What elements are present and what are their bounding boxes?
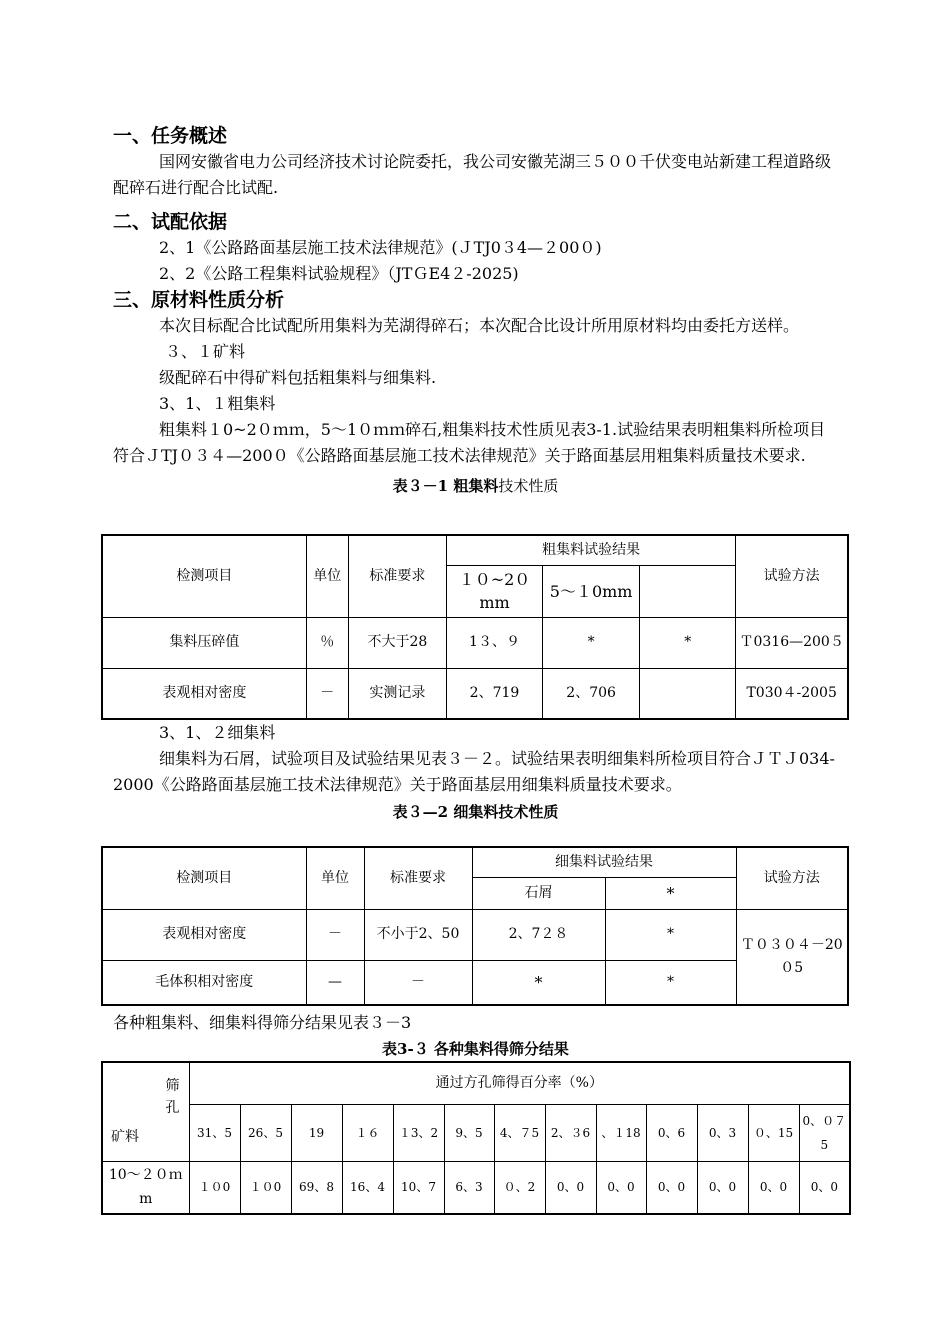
table-3-1	[101, 534, 849, 720]
t2-header-method: 试验方法	[736, 847, 848, 909]
section-3-paragraph-3: 粗集料１0~2０ｍｍ，5～1０ｍｍ碎石,粗集料技术性质见表3-1.试验结果表明粗集料所检项目符合ＪTJ０３４—200０《公路路面基层施工技术法律规范》关于路面基层用粗集料质量技术要求.	[113, 420, 826, 465]
section-1-heading: 一、任务概述	[113, 125, 228, 147]
t3-sieve-size: 9、5	[444, 1104, 494, 1161]
t3-corner	[103, 1063, 189, 1160]
t1-r2-std: 实测记录	[348, 668, 446, 719]
t3-r1-value: １０0	[189, 1161, 240, 1214]
t3-r1-value: ０、2	[494, 1161, 545, 1214]
t3-r1-value: 16、4	[342, 1161, 393, 1214]
t1-r1-item: 集料压碎值	[102, 617, 306, 668]
t3-sieve-size: 26、5	[240, 1104, 291, 1161]
section-2-heading: 二、试配依据	[113, 211, 228, 233]
t1-header-result: 粗集料试验结果	[446, 535, 735, 565]
basis-item-1: 2、1《公路路面基层施工技术法律规范》(ＪTJ0３4—２00０)	[159, 238, 602, 257]
t2-header-unit: 单位	[306, 847, 364, 909]
t3-sieve-size: 、１18	[596, 1104, 646, 1161]
t3-r1-value: 0、0	[748, 1161, 799, 1214]
t3-r1-name: 10～２０ｍm	[102, 1161, 189, 1214]
t2-r2-item: 毛体积相对密度	[102, 960, 306, 1005]
table-1-caption-rest: 技术性质	[498, 477, 559, 495]
table-row	[102, 909, 848, 960]
t1-r2-v1: 2、719	[446, 668, 542, 719]
t1-header-method: 试验方法	[736, 535, 848, 617]
t3-header-pass: 通过方孔筛得百分率（%）	[189, 1062, 850, 1104]
t3-sieve-size: ０、15	[748, 1104, 799, 1161]
t1-r1-method: Ｔ0316—200５	[736, 617, 848, 668]
t1-header-std: 标准要求	[348, 535, 446, 617]
t2-sub-2: *	[605, 877, 736, 909]
section-3-paragraph-4: 细集料为石屑，试验项目及试验结果见表３－２。试验结果表明细集料所检项目符合ＪＴＪ034-2000《公路路面基层施工技术法律规范》关于路面基层用细集料质量技术要求。	[113, 749, 835, 794]
sieve-text	[113, 1010, 838, 1060]
t1-r1-unit: ％	[306, 617, 348, 668]
t2-r2-v1: *	[472, 960, 605, 1005]
t2-r2-v2: *	[605, 960, 736, 1005]
table-1-caption	[113, 475, 838, 497]
t3-corner-bottom: 矿料	[111, 1129, 139, 1145]
table-row	[102, 617, 848, 668]
t1-r2-v2: 2、706	[543, 668, 640, 719]
t3-r1-value: 0、0	[596, 1161, 646, 1214]
t3-sieve-size: 0、０７5	[799, 1104, 850, 1161]
t3-sieve-size: １3、2	[393, 1104, 444, 1161]
t3-sieve-size: 19	[291, 1104, 342, 1161]
t1-r2-method: T030４-2005	[736, 668, 848, 719]
t1-header-unit: 单位	[306, 535, 348, 617]
section-3-paragraph-1: 本次目标配合比试配所用集料为芜湖得碎石；本次配合比设计所用原材料均由委托方送样。	[159, 316, 800, 335]
t3-r1-value: 0、0	[646, 1161, 697, 1214]
table-3-3	[101, 1061, 851, 1215]
t3-sieve-size: 31、5	[189, 1104, 240, 1161]
table-1-caption-bold: 表３－1 粗集料	[392, 477, 499, 495]
t1-r1-v1: 1３、９	[446, 617, 542, 668]
t3-r1-value: 0、0	[545, 1161, 596, 1214]
t3-r1-value: 0、0	[799, 1161, 850, 1214]
t3-r1-value: 0、0	[697, 1161, 748, 1214]
table-3-2	[101, 846, 849, 1006]
t1-r2-v3	[640, 668, 736, 719]
t3-sieve-size: 4、７5	[494, 1104, 545, 1161]
t1-r1-v2: *	[543, 617, 640, 668]
t3-r1-value: 69、8	[291, 1161, 342, 1214]
t2-header-result: 细集料试验结果	[472, 847, 736, 877]
t3-corner-top: 筛孔	[165, 1078, 180, 1116]
t1-sub-2: 5～１0mm	[543, 565, 640, 617]
t1-r2-item: 表观相对密度	[102, 668, 306, 719]
section-3-paragraph-5: 各种粗集料、细集料得筛分结果见表３－3	[113, 1013, 412, 1032]
t3-corner-cell	[102, 1062, 189, 1161]
t2-r1-item: 表观相对密度	[102, 909, 306, 960]
table-2-caption: 表３—2 细集料技术性质	[392, 803, 559, 821]
table-row	[102, 668, 848, 719]
t3-sieve-size: 0、3	[697, 1104, 748, 1161]
t2-r1-std: 不小于2、50	[364, 909, 472, 960]
t3-r1-value: 6、3	[444, 1161, 494, 1214]
t1-r1-std: 不大于28	[348, 617, 446, 668]
t2-r2-unit: —	[306, 960, 364, 1005]
t3-sieve-size: 0、6	[646, 1104, 697, 1161]
t2-header-item: 检测项目	[102, 847, 306, 909]
subsection-3-1: ３、１矿料	[165, 342, 246, 361]
subsection-3-1-1: 3、1、１粗集料	[159, 394, 276, 413]
t3-r1-value: １０0	[240, 1161, 291, 1214]
t1-header-item: 检测项目	[102, 535, 306, 617]
t2-method: Ｔ０３０４－20０5	[736, 909, 848, 1005]
t1-sub-3	[640, 565, 736, 617]
t3-sieve-row	[102, 1104, 850, 1161]
t3-r1-value: 10、7	[393, 1161, 444, 1214]
t1-r1-v3: *	[640, 617, 736, 668]
table-3-caption: 表3-３ 各种集料得筛分结果	[382, 1040, 569, 1058]
section-3-paragraph-2: 级配碎石中得矿料包括粗集料与细集料.	[159, 368, 437, 387]
t1-r2-unit: －	[306, 668, 348, 719]
document-page	[113, 118, 838, 497]
t3-sieve-size: １６	[342, 1104, 393, 1161]
section-1-paragraph: 国网安徽省电力公司经济技术讨论院委托，我公司安徽芜湖三５００千伏变电站新建工程道路级配碎石进行配合比试配.	[113, 152, 832, 197]
section-3-heading: 三、原材料性质分析	[113, 289, 285, 311]
t2-sub-1: 石屑	[472, 877, 605, 909]
table-row	[102, 1161, 850, 1214]
basis-item-2: 2、2《公路工程集料试验规程》（JTＧE4２-2025)	[159, 264, 519, 283]
fine-aggregate-text	[113, 720, 838, 823]
t2-r1-unit: －	[306, 909, 364, 960]
t1-sub-1: １０~2０mm	[446, 565, 542, 617]
subsection-3-1-2: 3、1、２细集料	[159, 723, 276, 742]
t3-sieve-size: 2、３6	[545, 1104, 596, 1161]
t2-r2-std: －	[364, 960, 472, 1005]
t2-r1-v1: 2、7２８	[472, 909, 605, 960]
t2-header-std: 标准要求	[364, 847, 472, 909]
t2-r1-v2: *	[605, 909, 736, 960]
